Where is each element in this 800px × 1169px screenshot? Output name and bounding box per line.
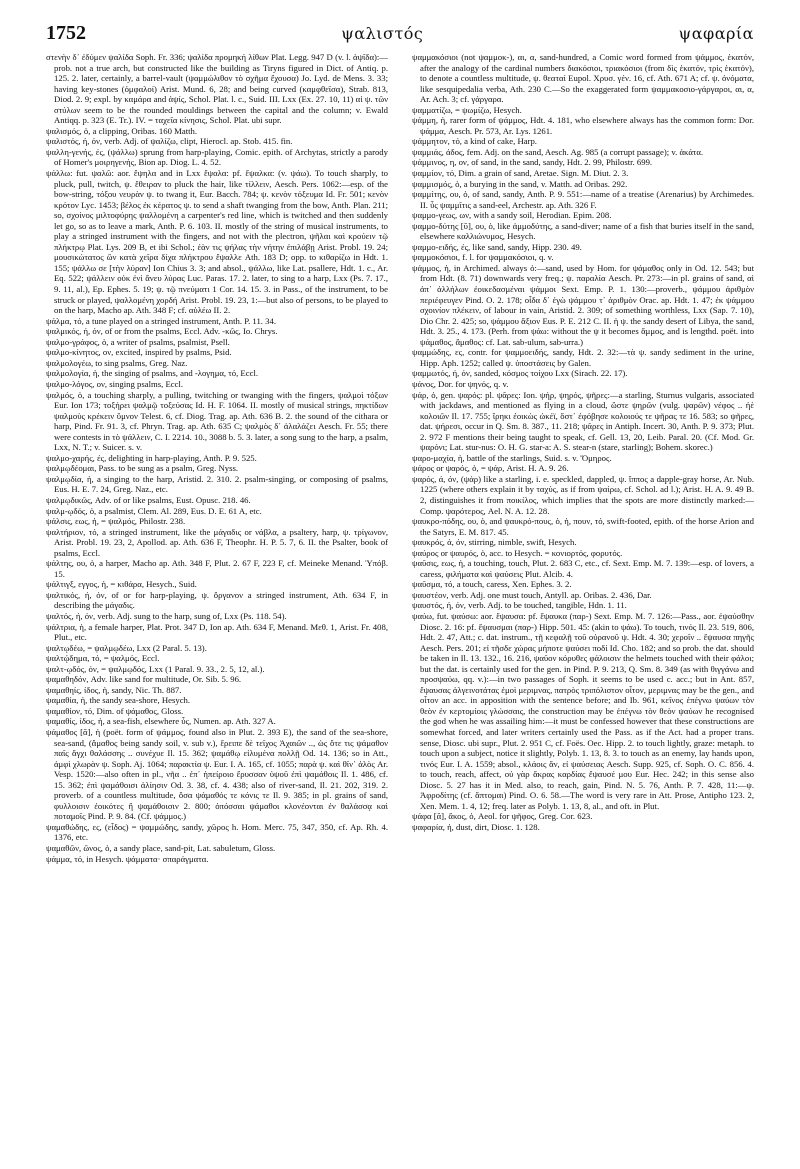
dictionary-entry: ψαυστός, ή, όν, verb. Adj. to be touched, tangible, Hdn. 1. 11. [412, 600, 627, 611]
dictionary-entry: ψαλτῴδημα, τό, = ψαλμός, Eccl. [46, 653, 160, 664]
dictionary-entry: ψαλμικός, ή, όν, of or from the psalms, Eccl. Adv. -κῶς, Io. Chrys. [46, 326, 278, 337]
dictionary-entry: ψάρος or ψαρός, ὁ, = ψάρ, Arist. H. A. 9. 26. [412, 463, 569, 474]
dictionary-entry: ψαλμῳδικῶς, Adv. of or like psalms, Eust. Opusc. 218. 46. [46, 494, 251, 505]
dictionary-entry: ψαλμο-λόγος, ον, singing psalms, Eccl. [46, 378, 184, 389]
dictionary-entry: ψαφαρία, ἡ, dust, dirt, Diosc. 1. 128. [412, 821, 540, 832]
dictionary-entry: ψαλλη-γενής, ές, (ψάλλω) sprung from harp-playing, Comic. epith. of Archytas, strictly a parody of Homer's μοιρηγενής, Bion ap. Diog. L. 4. 52. [46, 146, 388, 168]
dictionary-entry: ψαμμακόσιοι (not ψαμμοκ-), αι, α, sand-hundred, a Comic word formed from ψάμμος, ἑκατόν, after the analogy of the cardinal numbers διακόσιοι, τριακόσιοι (from δὶς ἑκατόν, τρὶς ἑκατόν), to denote a countless multitude, ψ. θεαταί Eupol. Χρυσ. γέν. 16, cf. Ath. 671 A; cf. ψ. ὀνόματα, like sesquipedalia verba, Ath. 230 C.—So the exaggerated form ψαμμακοσιο-γάργαροι, αι, α, Ar. Ach. 3; cf. γάργαρα. [412, 52, 754, 105]
dictionary-entry: ψαλμῳδέομαι, Pass. to be sung as a psalm, Greg. Nyss. [46, 463, 239, 474]
dictionary-entry: στενὴν δ᾿ ἐδύμεν ψαλίδα Soph. Fr. 336; ψαλίδα προμηκή λίθων Plat. Legg. 947 D (v. l. ἁψῖδα):—prob. not a true arch, but constructed like the building as Tiryns figured in Dict. of Antiq. p. 125. 2. later, certainly, a barrel-vault (ψαμμώλιθον τὸ σχῆμα ἔχουσα) Jo. Lyd. de Mens. 3. 33; having key-stones (ὀμφαλοί) Arist. Mund. 6, 28; and being curved (καμφθεῖσα), Strab. 813, Diod. 2. 9; expl. by καμάρα and ἁψίς, Schol. Plat. l. c., Suid. III. Lxx (Ex. 27. 10, 11) αἱ ψ. τῶν στύλων seem to be the rounded mouldings between the capital and the column; v. Ewald Antiqq. p. 323 (E. Tr.). IV. = ταχεῖα κίνησις, Schol. Plat. ubi supr. [46, 52, 388, 126]
dictionary-entry: ψαμαθίς, ίδος, ἡ, a sea-fish, elsewhere ὗς, Numen. ap. Ath. 327 A. [46, 716, 276, 727]
dictionary-entry: ψάλσις, εως, ἡ, = ψαλμός, Philostr. 238. [46, 516, 186, 527]
dictionary-entry: ψάλμα, τό, a tune played on a stringed instrument, Anth. P. 11. 34. [46, 315, 276, 326]
dictionary-entry: ψαλμο-γράφος, ὁ, a writer of psalms, psalmist, Psell. [46, 336, 230, 347]
page-number: 1752 [46, 22, 86, 44]
dictionary-entry: ψαυκρο-πόδης, ου, ὁ, and ψαυκρό-πους, ὁ, ἡ, πουν, τό, swift-footed, epith. of the horse Arion and the Satyrs, E. M. 817. 45. [412, 516, 754, 537]
dictionary-entry: ψαλμός, ὁ, a touching sharply, a pulling, twitching or twanging with the fingers, ψαλμοὶ τόξων Eur. Ion 173; τοξήρει ψαλμῷ τοξεύσας Id. H. F. 1064. II. mostly of musical strings, πηκτίδων ψαλμοὺς κρέκειν ὕμνον Telest. 6, cf. Diog. Trag. ap. Ath. 636 B. 2. the sound of the cithara or harp, Pind. Fr. 91. 3, cf. Phryn. Trag. ap. Ath. 635 C; ψαλμὸς δ᾿ ἀλαλάζει Aesch. Fr. 55; there were contests in τὸ ψάλλειν, C. I. 2214. 10., 3088 b. 5. 3. later, a song sung to the harp, a psalm, Lxx, N. T.; v. Suicer. s. v. [46, 389, 388, 453]
dictionary-entry: ψαλμο-κίνητος, ον, excited, inspired by psalms, Psid. [46, 347, 232, 358]
dictionary-entry: ψαλισμός, ὁ, a clipping, Oribas. 160 Matth. [46, 125, 198, 136]
dictionary-entry: ψαυκρός, ά, όν, stirring, nimble, swift, Hesych. [412, 537, 577, 548]
dictionary-entry: ψαρός, ά, όν, (ψάρ) like a starling, i. e. speckled, dappled, ψ. ἵππος a dapple-gray horse, Ar. Nub. 1225 (where others explain it by ταχύς, as if from ψαίρω, cf. Schol. ad l.); Arist. H. A. 9. 49 B. 2, distinguishes it from ποικίλος, which implies that the spots are more distinctly marked:—Comp. ψαρότερος, Ael. N. A. 12. 28. [412, 473, 754, 516]
dictionary-entry: ψάλτης, ου, ὁ, a harper, Macho ap. Ath. 348 F, Plut. 2. 67 F, 223 F, cf. Meineke Menand. Ὑπόβ. 15. [46, 558, 388, 579]
dictionary-entry: ψαλτός, ή, όν, verb. Adj. sung to the harp, sung of, Lxx (Ps. 118. 54). [46, 610, 287, 621]
dictionary-entry: ψαρο-μαχία, ἡ, battle of the starlings, Suid. s. v. Ὅμηρος. [412, 452, 612, 463]
dictionary-entry: ψαμαθῶν, ῶνος, ὁ, a sandy place, sand-pit, Lat. sabuletum, Gloss. [46, 843, 276, 854]
dictionary-entry: ψαλμ-ῳδός, ὁ, a psalmist, Clem. Al. 289, Eus. D. E. 61 A, etc. [46, 505, 262, 516]
dictionary-entry: ψαλμῳδία, ἡ, a singing to the harp, Aristid. 2. 310. 2. psalm-singing, or composing of psalms, Eus. H. E. 7. 24, Greg. Naz., etc. [46, 473, 388, 495]
dictionary-entry: ψάλτιγξ, εγγος, ἡ, = κιθάρα, Hesych., Suid. [46, 579, 197, 590]
dictionary-entry: ψαμμωτός, ή, όν, sanded, κόσμος τοίχου Lxx (Sirach. 22. 17). [412, 368, 628, 379]
right-column [412, 52, 754, 1152]
dictionary-entry: ψάμμος, ἡ, in Archimed. always ὁ:—sand, used by Hom. for ψάμαθος only in Od. 12. 543; but from Hdt. (8. 71) downwards very freq.; ψ. παραλία Aesch. Pr. 273:—in pl. grains of sand, αἱ ἀπ᾿ ἀλλήλων ἐοικεδασμέναι ψάμμοι Sext. Emp. P. 1. 130:—proverb., ψάμμου ἀριθμὸν περιέφευγεν Pind. O. 2. 178; οἶδα δ᾿ ἐγὼ ψάμμου τ᾿ ἀριθμὸν Orac. ap. Hdt. 1. 47; ἐκ ψάμμου σχοινίον πλέκειν, of labour in vain, Aristid. 2. 309; of something worthless, Lxx (Sap. 7. 10), Dio Chr. 2. 425; so, ψάμμου ἄξιον Eus. P. E. 212 C. II. ἡ ψ. the sandy desert of Libya, the sand, Hdt. 3. 25., 4. 173. (Perh. from ψάω: without the ψ it becomes ἄμμος, and is lengthd. poët. into ψάμαθος, ἄμαθος: cf. Lat. sab-ulum, sab-urra.) [412, 262, 754, 347]
dictionary-entry: ψαῦσμα, τό, a touch, caress, Xen. Ephes. 3. 2. [412, 579, 572, 590]
dictionary-entry: ψαλμολογέω, to sing psalms, Greg. Naz. [46, 357, 188, 368]
page-header [46, 22, 754, 46]
dictionary-entry: ψαμαθηδόν, Adv. like sand for multitude, Or. Sib. 5. 96. [46, 674, 242, 685]
dictionary-entry: ψαυστέον, verb. Adj. one must touch, Antyll. ap. Oribas. 2. 436, Dar. [412, 589, 652, 600]
guide-word-left: ψαλιστός [341, 24, 424, 43]
dictionary-entry: ψάμμα, τό, in Hesych. ψάμματα· σπαράγματα. [46, 853, 209, 864]
dictionary-entry: ψάλλω: fut. ψαλῶ: aor. ἔψηλα and in Lxx ἔψαλα: pf. ἔψαλκα: (v. ψάω). To touch sharply, to pluck, pull, twitch, ψ. ἔθειραν to pluck the hair, like τίλλειν, Aesch. Pers. 1062:—esp. of the bow-string, τόξου νευρὰν ψ. to twang it, Eur. Bacch. 784; ψ. κενὸν τόξευμα Id. Fr. 501; κενὸν κρότον Lyc. 1453; βέλος ἐκ κέρατος ψ. to send a shaft twanging from the bow, Anth. Plan. 211; so, σχοίνος μιλτοφύρης ψαλλομένη a carpenter's red line, which is twitched and then suddenly let go, so as to leave a mark, Anth. P. 6. 103. II. mostly of the string of musical instruments, to play a stringed instrument with the fingers, and not with the plectron, ψῆλαι καὶ κρούειν τῷ πλήκτρῳ Plat. Lys. 209 B, et ibi Schol.; ἐὰν τις ψήλας τὴν νήτην ἐπιλάβῃ Arist. Probl. 19. 24; μουσικώτατος ὢν κατὰ χεῖρα δίχα πλήκτρου ἔψαλλε Ath. 183 D; opp. to κιθαρίζω in Hdt. 1. 155; ψάλλω σε [τὴν λύραν] Ion Chius 3. 3; and absol., ψάλλω, like Lat. psallere, Hdt. 1. c., Ar. Eq. 522; ψάλλειν οὐκ ἐνὶ ἄνευ λύρας Luc. Paras. 17. 2. later, to sing to a harp, Lxx (Ps. 7. 17., 9. 11, al.), Ep. Ephes. 5. 19; ψ. τῷ πνεύματι 1 Cor. 14. 15. 3. in Pass., of the instrument, to be struck or played, ψαλλομένη χορδή Arist. Probl. 19. 23, 1:—but also of persons, to be played to on the harp, Macho ap. Ath. 348 F; cf. αὐλέω II. 2. [46, 168, 388, 316]
dictionary-entry: ψάφα [ᾰ], ἄκος, ὁ, Aeol. for ψῆφος, Greg. Cor. 623. [412, 811, 593, 822]
dictionary-entry: ψαύω, fut. ψαύσω: aor. ἔψαυσα: pf. ἔψαυκα (παρ-) Sext. Emp. M. 7. 126:—Pass., aor. ἐψαύσθην Diosc. 2. 16: pf. ἔψαυσμαι (παρ-) Hipp. 501. 45: (akin to ψάω). To touch, τινός Il. 23. 519, 806, Hdt. 2. 47, Att.; c. dat. instrum., τῇ κεφαλῇ τοῦ οὐρανοῦ ψ. Hdt. 4. 30; χεροῖν .. ἔψαυσα πηγῆς Aesch. Pers. 201; εἰ τῆσδε χώρας μήποτε ψαύσει ποδί Id. Cho. 182; and so prob. the dat. should be taken in Il. 13. 132., 16. 216, ψαῦον κόρυθες φάλοισιν the helmets touched with their φάλοι; but the dat. is certainly used for the gen. in Pind. P. 9. 213, Q. Sm. 8. 349 (as with θιγγάνω and προσψαύω, qq. v.):—in two passages of Soph. it seems to be used c. acc.; but in Ant. 857, ἔψαυσας ἀλγεινοτάτας ἐμοὶ μεριμνας, πατρὸς τριπόλιστον οἶτον, μεριμνας may be the gen., and οἶτον an acc. in apposition with the sentence before; and Ib. 961, κεῖνος ἐπέγνω ψαύων τὸν θεὸν ἐν κερτομίοις γλώσσαις, the construction may be ἐπέγνω τὸν θεὸν ψαύων he recognised the god when he was assailing him:—it must be confessed however that these constructions are somewhat forced, and later writers certainly used the Pass. as if the Act. had a proper trans. sense, Diosc. ubi supr., Plut. 2. 951 C, cf. Foës. Oec. Hipp. 2. to touch lightly, graze: metaph. to touch upon a subject, notice it slightly, Polyb. 1. 13, 8. 3. to touch as an enemy, lay hands upon, τινός Eur. I. A. 1559; absol., κλάοις ἄν, εἰ ψαύσειας Aesch. Supp. 925, cf. Soph. O. C. 856. 4. to touch, reach, affect, οὐ γὰρ ἄκρας καρδίας ἔψαυσέ μου Eur. Hec. 242; in this sense also Diosc. 5. 27 has it in Med. also, to reach, gain, Pind. N. 5. 76, Anth. P. 7. 428, 11:—ψ. Ἀφροδίτης (cf. ἅπτομαι) Pind. O. 6. 58.—The word is very rare in Att. Prose, Antipho 123. 2, Xen. Mem. 1. 4, 12; freq. later as Polyb. 1. 13, 8, al., and oft. in Plut. [412, 610, 754, 811]
dictionary-entry: ψαμματίζω, = ψωμίζω, Hesych. [412, 104, 522, 115]
dictionary-entry: ψαμμίτης, ου, ὁ, of sand, sandy, Anth. P. 9. 551:—name of a treatise (Arenarius) by Archimedes. II. ὗς ψαμμῖτις a sand-eel, Archestr. ap. Ath. 326 F. [412, 189, 754, 210]
dictionary-entry: ψάρ, ὁ, gen. ψαρός: pl. ψᾶρες: Ion. ψήρ, ψηρός, ψῆρες:—a starling, Sturnus vulgaris, associated with jackdaws, and mentioned as flying in a cloud, ὥστε ψηρῶν (vulg. ψαρῶν) νέφος .. ἠὲ κολοιῶν Il. 17. 755; ἴρηκι ἐοικὼς ὠκέϊ, ὅστ᾿ ἐφόβησε κολοιούς τε ψῆρας τε 16. 583; so ψῆρες, dat. ψήρεσι, occur in Q. Sm. 8. 387., 11. 218; ψᾶρες in Antiph. Incert. 30, Anth. P. 9. 373; Plut. 2. 972 F mentions their being taught to speak, cf. Gell. 13, 20, Leib. Paral. 20. (Cf. Mod. Gr. ψαρόνι; Lat. stur-nus: O. H. G. star-a: A. S. stear-n (stare, starling); Bohem. skorec.) [412, 389, 754, 453]
dictionary-entry: ψάμμητον, τό, a kind of cake, Harp. [412, 136, 537, 147]
dictionary-entry: ψαλμολογία, ἡ, the singing of psalms, and -λογημα, τό, Eccl. [46, 368, 259, 379]
dictionary-entry: ψαμαθηίς, ίδος, ἡ, sandy, Nic. Th. 887. [46, 684, 182, 695]
dictionary-entry: ψάμμινος, η, ον, of sand, in the sand, sandy, Hdt. 2. 99, Philostr. 699. [412, 157, 653, 168]
dictionary-entry: ψάνος, Dor. for ψηνός, q. v. [412, 378, 509, 389]
dictionary-entry: ψαλτήριον, τό, a stringed instrument, like the μάγαδις or νάβλα, a psaltery, harp, ψ. τρίγωνον, Arist. Probl. 19. 23, 2, Apollod. ap. Ath. 636 F, Theophr. H. P. 5. 7, 6. II. the Psalter, book of psalms, Eccl. [46, 526, 388, 558]
dictionary-entry: ψάμμη, ἡ, rarer form of ψάμμος, Hdt. 4. 181, who elsewhere always has the common form: Dor. ψάμμα, Aesch. Pr. 573, Ar. Lys. 1261. [412, 115, 754, 136]
dictionary-entry: ψαμμοκόσιοι, f. l. for ψαμμακόσιοι, q. v. [412, 252, 554, 263]
guide-word-right: ψαφαρία [678, 24, 754, 43]
dictionary-entry: ψαμμισμός, ὁ, a burying in the sand, v. Matth. ad Oribas. 292. [412, 178, 628, 189]
dictionary-entry: ψαμμιάς, άδος, fem. Adj. on the sand, Aesch. Ag. 985 (a corrupt passage); v. ἀκάτα. [412, 146, 704, 157]
dictionary-entry: ψαμαθώδης, ες, (εἶδος) = ψαμμώδης, sandy, χῶρος h. Hom. Merc. 75, 347, 350, cf. Ap. Rh. 4. 1376, etc. [46, 821, 388, 843]
dictionary-entry: ψαμμο-δύτης [ῠ], ου, ὁ, like ἀμμοδύτης, a sand-diver; name of a fish that buries itself in the sand, elsewhere καλλιώνυμος, Hesych. [412, 220, 754, 242]
dictionary-entry: ψάμαθος [ᾰ], ἡ (poët. form of ψάμμος, found also in Plut. 2. 393 E), the sand of the sea-shore, sea-sand, (ἄμαθος being sandy soil, v. sub v.), ἔρειπε δὲ τεῖχος Ἀχαιῶν .., ὡς ὅτε τις ψάμαθον παῖς ἄγχι θαλάσσης .. συνέχυε Il. 15. 362; ψαμάθῳ εἰλυμένα πολλῇ Od. 14. 136; so in Att., ἀμφὶ χλωρὰν ψ. Soph. Aj. 1064; παρακτία ψ. Eur. I. A. 165, cf. 1055; παρὰ ψ. καὶ θῖν᾿ ἁλὸς Ar. Vesp. 1520:—also often in pl., νῆα .. ἐπ᾿ ἠπείροιο ἔρυσσαν ὑψοῦ ἐπὶ ψαμάθοις Il. 1. 486, cf. 15. 362; ἐπὶ ψαμάθοισι ἁλίησιν Od. 3. 38, cf. 4. 438; also of river-sand, Il. 21. 202, 319. 2. proverb. of a countless multitude, ὅσα ψάμαθός τε κόνις τε Il. 9. 385; in pl. grains of sand, φυλλοισιν ἐοικότες ἢ ψαμάθοισιν 2. 800; ὁπόσσαι ψάμαθοι κλονέονται ἐν θαλάσσᾳ καὶ ποταμοῖς Pind. P. 9. 84. (Cf. ψάμμος.) [46, 727, 388, 822]
dictionary-entry: ψάλτρια, ἡ, a female harper, Plat. Prot. 347 D, Ion ap. Ath. 634 F, Menand. Μεθ. 1, Arist. Fr. 408, Plut., etc. [46, 621, 388, 643]
dictionary-entry: ψαμμο-ειδής, ές, like sand, sandy, Hipp. 230. 49. [412, 241, 582, 252]
dictionary-entry: ψαμαθία, ἡ, the sandy sea-shore, Hesych. [46, 695, 191, 706]
dictionary-entry: ψαμμίον, τό, Dim. a grain of sand, Aretae. Sign. M. Diut. 2. 3. [412, 168, 629, 179]
dictionary-entry: ψαμαθίον, τό, Dim. of ψάμαθος, Gloss. [46, 705, 184, 716]
dictionary-entry: ψαῦσις, εως, ἡ, a touching, touch, Plut. 2. 683 C, etc., cf. Sext. Emp. M. 7. 139:—esp. of lovers, a caress, φιλήματα καὶ ψαύσεις Plut. Alcib. 4. [412, 558, 754, 579]
dictionary-entry: ψαμμώδης, ες, contr. for ψαμμοειδής, sandy, Hdt. 2. 32:—τὰ ψ. sandy sediment in the urine, Hipp. Aph. 1252; called ψ. ὑποστάσεις by Galen. [412, 347, 754, 368]
dictionary-body [46, 52, 754, 1152]
dictionary-entry: ψαμμο-γεως, ων, with a sandy soil, Herodian. Epim. 208. [412, 210, 612, 221]
dictionary-entry: ψαύρος or ψαυρός, ὁ, acc. to Hesych. = κονιορτός, φορυτός. [412, 547, 623, 558]
dictionary-entry: ψαλιστός, ή, όν, verb. Adj. of ψαλίζω, clipt, Hierocl. ap. Stob. 415. fin. [46, 136, 293, 147]
dictionary-entry: ψαλμο-χαρής, ές, delighting in harp-playing, Anth. P. 9. 525. [46, 452, 257, 463]
left-column [46, 52, 388, 1152]
dictionary-entry: ψαλτ-ῳδός, όν, = ψαλμῳδός, Lxx (1 Paral. 9. 33., 2. 5, 12, al.). [46, 663, 265, 674]
dictionary-entry: ψαλτῳδέω, = ψαλμῳδέω, Lxx (2 Paral. 5. 13). [46, 642, 207, 653]
dictionary-entry: ψαλτικός, ή, όν, of or for harp-playing, ψ. ὄργανον a stringed instrument, Ath. 634 F, in describing the μάγαδις. [46, 589, 388, 611]
